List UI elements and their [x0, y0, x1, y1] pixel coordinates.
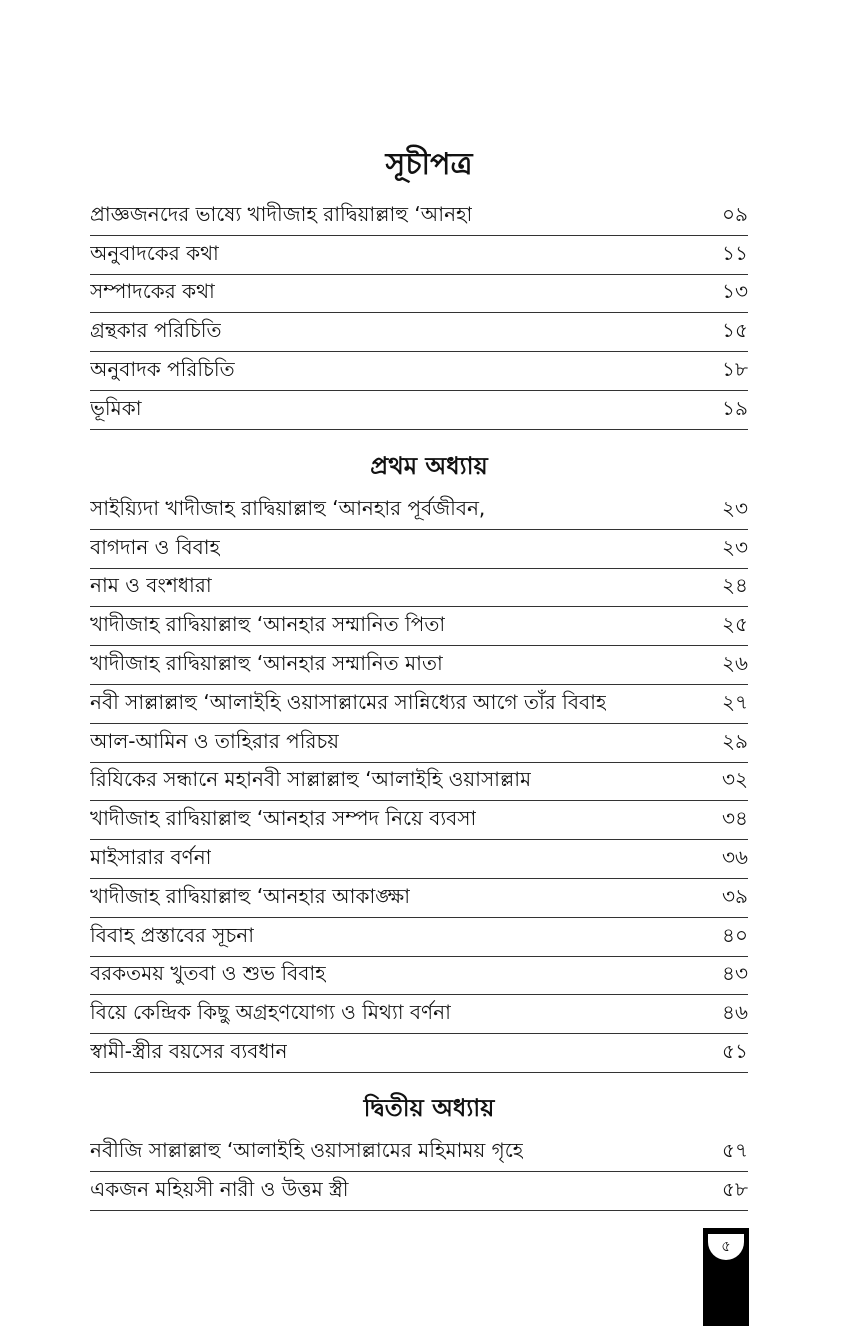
toc-entry-title: বিয়ে কেন্দ্রিক কিছু অগ্রহণযোগ্য ও মিথ্যা বর্ণনা: [90, 1000, 451, 1025]
toc-entry-title: সম্পাদকের কথা: [90, 279, 215, 304]
toc-entry[interactable]: [90, 530, 748, 569]
toc-entry-title: খাদীজাহ রাদ্বিয়াল্লাহু ‘আনহার সম্মানিত মাতা: [90, 650, 443, 675]
toc-entry-title: ভূমিকা: [90, 395, 142, 420]
toc-entry-title: রিযিকের সন্ধানে মহানবী সাল্লাল্লাহু ‘আলাইহি ওয়াসাল্লাম: [90, 767, 532, 792]
toc-entry-page: ৫৮: [722, 1176, 748, 1201]
chapter-heading-1: প্রথম অধ্যায়: [370, 452, 488, 480]
toc-entry[interactable]: [90, 391, 748, 430]
toc-entry[interactable]: [90, 197, 748, 236]
toc-entry[interactable]: [90, 1172, 748, 1211]
toc-entry-title: গ্রন্থকার পরিচিতি: [90, 318, 222, 343]
toc-entry-page: ৩৬: [721, 844, 748, 869]
toc-entry[interactable]: [90, 646, 748, 685]
toc-entry-page: ১৯: [722, 395, 748, 420]
toc-entry-title: বিবাহ প্রস্তাবের সূচনা: [90, 922, 255, 947]
toc-entry-page: ২৯: [722, 728, 748, 753]
toc-list-chapter-1: [90, 491, 748, 1073]
toc-entry-title: খাদীজাহ রাদ্বিয়াল্লাহু ‘আনহার সম্মানিত পিতা: [90, 612, 446, 637]
toc-entry[interactable]: [90, 840, 748, 879]
toc-entry-title: মাইসারার বর্ণনা: [90, 844, 212, 869]
toc-entry-title: নাম ও বংশধারা: [90, 573, 212, 598]
toc-entry-title: আল-আমিন ও তাহিরার পরিচয়: [90, 728, 340, 753]
toc-entry-title: নবীজি সাল্লাল্লাহু ‘আলাইহি ওয়াসাল্লামের মহিমাময় গৃহে: [90, 1137, 524, 1162]
toc-entry-title: অনুবাদক পরিচিতি: [90, 356, 235, 381]
toc-entry-title: খাদীজাহ রাদ্বিয়াল্লাহু ‘আনহার সম্পদ নিয়ে ব্যবসা: [90, 806, 477, 831]
toc-entry[interactable]: [90, 879, 748, 918]
toc-entry-title: নবী সাল্লাল্লাহু ‘আলাইহি ওয়াসাল্লামের সান্নিধ্যের আগে তাঁর বিবাহ: [90, 689, 607, 714]
toc-list-front-matter: [90, 197, 748, 430]
toc-title: সূচীপত্র: [385, 147, 473, 182]
toc-list-chapter-2: [90, 1133, 748, 1211]
toc-entry-title: বাগদান ও বিবাহ: [90, 534, 221, 559]
toc-entry[interactable]: [90, 569, 748, 608]
toc-entry-page: ৩৯: [722, 883, 748, 908]
toc-entry-page: ২৪: [722, 573, 748, 598]
toc-entry-page: ২৩: [721, 495, 748, 520]
toc-entry[interactable]: [90, 313, 748, 352]
toc-entry-title: খাদীজাহ রাদ্বিয়াল্লাহু ‘আনহার আকাঙ্ক্ষা: [90, 883, 410, 908]
toc-entry[interactable]: [90, 763, 748, 802]
toc-entry[interactable]: [90, 918, 748, 957]
toc-entry[interactable]: [90, 724, 748, 763]
toc-entry-page: ৪০: [722, 922, 748, 947]
toc-entry[interactable]: [90, 352, 748, 391]
toc-entry-page: ৩৪: [722, 806, 748, 831]
toc-entry-page: ৩২: [721, 767, 748, 792]
toc-entry[interactable]: [90, 1034, 748, 1073]
toc-entry-title: স্বামী-স্ত্রীর বয়সের ব্যবধান: [90, 1038, 288, 1063]
toc-entry-title: সাইয়্যিদা খাদীজাহ রাদ্বিয়াল্লাহু ‘আনহার পূর্বজীবন,: [90, 495, 486, 520]
toc-entry-page: ৪৬: [722, 1000, 748, 1025]
toc-entry[interactable]: [90, 995, 748, 1034]
toc-entry[interactable]: [90, 957, 748, 996]
toc-entry-page: ১৩: [722, 279, 748, 304]
toc-entry[interactable]: [90, 1133, 748, 1172]
toc-entry-title: একজন মহিয়সী নারী ও উত্তম স্ত্রী: [90, 1176, 349, 1201]
toc-entry-page: ১৫: [722, 318, 748, 343]
page-number: ৫: [708, 1234, 744, 1260]
toc-entry[interactable]: [90, 607, 748, 646]
page-number-tab: [703, 1228, 749, 1326]
toc-entry[interactable]: [90, 685, 748, 724]
toc-entry-page: ২৩: [721, 534, 748, 559]
toc-entry-page: ১৮: [722, 356, 748, 381]
toc-entry-page: ২৬: [721, 650, 748, 675]
toc-entry[interactable]: [90, 491, 748, 530]
toc-entry-page: ৫৭: [722, 1137, 748, 1162]
toc-entry-page: ৪৩: [722, 961, 748, 986]
toc-entry-page: ১১: [722, 240, 748, 265]
toc-entry-page: ৫১: [722, 1038, 748, 1063]
toc-entry-title: বরকতময় খুতবা ও শুভ বিবাহ: [90, 961, 326, 986]
chapter-heading-2: দ্বিতীয় অধ্যায়: [363, 1094, 495, 1122]
toc-entry-page: ২৫: [722, 612, 748, 637]
toc-entry-page: ২৭: [721, 689, 748, 714]
toc-entry[interactable]: [90, 801, 748, 840]
toc-entry-title: অনুবাদকের কথা: [90, 240, 219, 265]
toc-entry[interactable]: [90, 275, 748, 314]
toc-entry-page: ০৯: [722, 201, 748, 226]
toc-entry[interactable]: [90, 236, 748, 275]
toc-entry-title: প্রাজ্ঞজনদের ভাষ্যে খাদীজাহ রাদ্বিয়াল্লাহু ‘আনহা: [90, 201, 473, 226]
